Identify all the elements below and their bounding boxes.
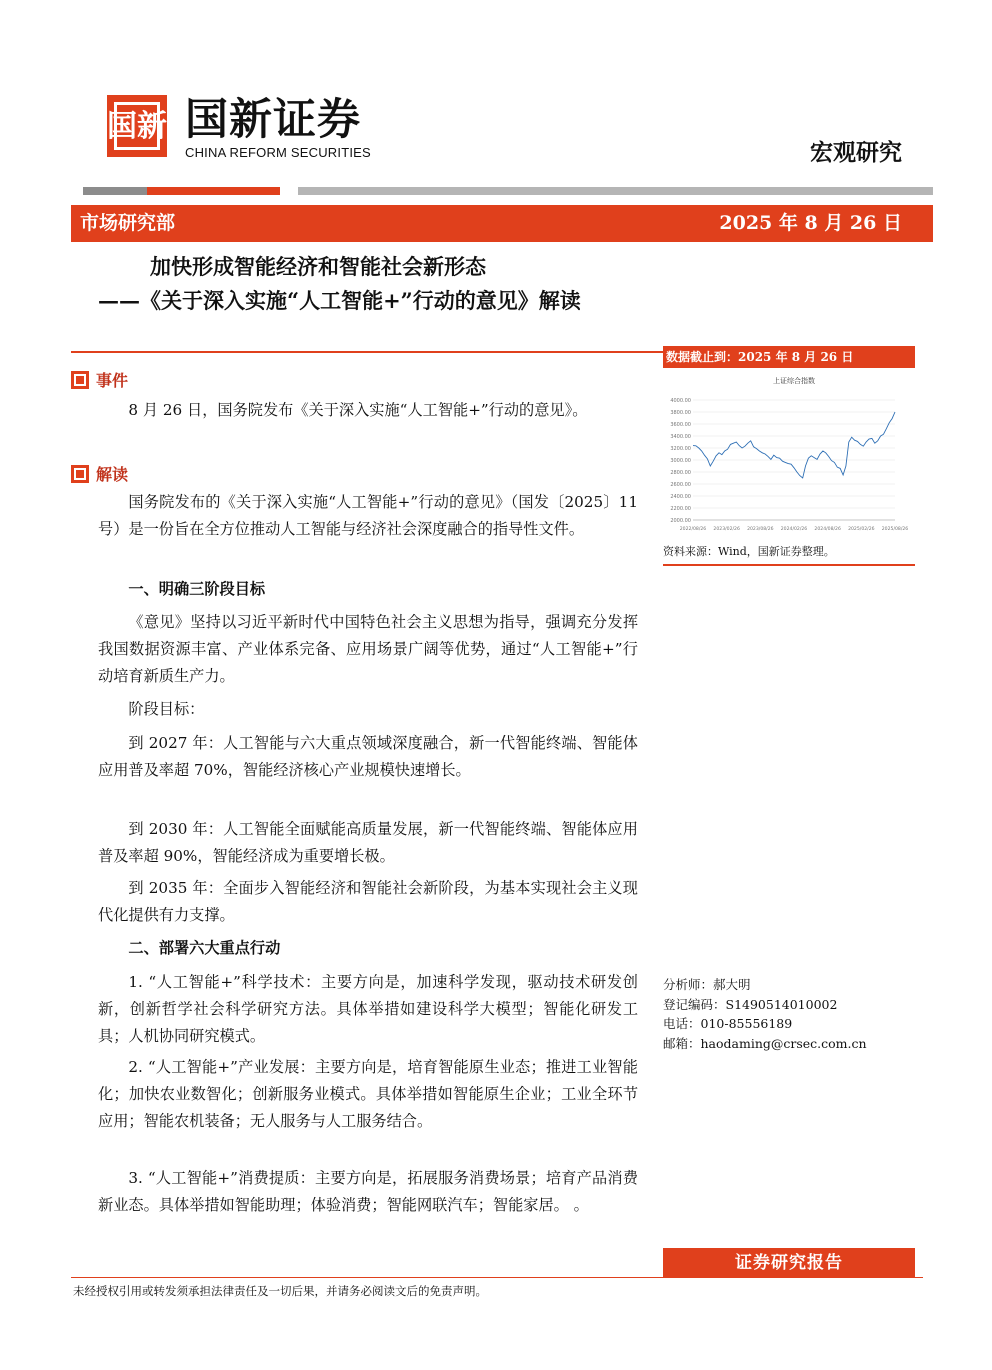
index-series-line <box>693 412 895 478</box>
x-tick-label: 2025/02/26 <box>848 527 875 532</box>
title-rule <box>71 351 663 353</box>
report-date: 2025 年 8 月 26 日 <box>719 212 902 234</box>
paragraph-4: 到 2030 年：人工智能全面赋能高质量发展，新一代智能终端、智能体应用普及率超 90%，智能经济成为重要增长极。 <box>98 820 638 865</box>
paragraph-8: 3. “人工智能+”消费提质：主要方向是，拓展服务消费场景；培育产品消费新业态。具体举措如智能助理；体验消费；智能网联汽车；智能家居。 。 <box>98 1169 638 1214</box>
paragraph-3: 到 2027 年：人工智能与六大重点领域深度融合，新一代智能终端、智能体应用普及率超 70%，智能经济核心产业规模快速增长。 <box>98 734 638 779</box>
y-tick-label: 3200.00 <box>670 446 691 452</box>
subheading-1: 一、明确三阶段目标 <box>128 580 266 598</box>
company-name-en: CHINA REFORM SECURITIES <box>185 145 371 160</box>
paragraph-7: 2. “人工智能+”产业发展：主要方向是，培育智能原生业态；推进工业智能化；加快农业数智化；创新服务业模式。具体举措如智能原生企业；工业全环节应用；智能农机装备；无人服务与人工服务结合。 <box>98 1058 638 1130</box>
y-tick-label: 2400.00 <box>670 494 691 500</box>
y-tick-label: 3000.00 <box>670 458 691 464</box>
section-event-title: 事件 <box>96 371 129 390</box>
company-logo <box>107 95 167 157</box>
y-tick-label: 2600.00 <box>670 482 691 488</box>
analyst-reg: 登记编码：S1490514010002 <box>663 996 838 1012</box>
x-tick-label: 2023/02/26 <box>713 527 740 532</box>
report-subtitle: ——《关于深入实施“人工智能+”行动的意见》解读 <box>98 288 581 313</box>
chart-title: 上证综合指数 <box>773 377 815 385</box>
logo-glyph: 国新 <box>107 109 167 144</box>
y-tick-label: 2000.00 <box>670 518 691 524</box>
x-tick-label: 2025/08/26 <box>881 527 909 532</box>
header-divider-accent <box>147 187 280 195</box>
analyst-email[interactable]: 邮箱：haodaming@crsec.com.cn <box>663 1035 867 1051</box>
y-tick-label: 3800.00 <box>670 410 691 416</box>
chart-source: 资料来源：Wind，国新证券整理。 <box>663 545 835 558</box>
index-chart <box>663 370 909 542</box>
y-tick-label: 4000.00 <box>670 398 691 404</box>
sidebar-rule <box>663 564 915 566</box>
section-event <box>71 370 128 392</box>
x-tick-label: 2022/08/26 <box>679 527 707 532</box>
index-chart-svg <box>663 370 909 542</box>
intro-paragraph: 国务院发布的《关于深入实施“人工智能+”行动的意见》（国发〔2025〕11 号）是一份旨在全方位推动人工智能与经济社会深度融合的指导性文件。 <box>98 493 638 538</box>
analyst-phone: 电话：010-85556189 <box>663 1016 793 1031</box>
analyst-name: 分析师：郝大明 <box>663 977 751 992</box>
x-tick-label: 2024/02/26 <box>780 527 808 532</box>
section-reading-title: 解读 <box>96 465 129 484</box>
department-label: 市场研究部 <box>80 212 176 234</box>
company-name-cn: 国新证券 <box>185 95 361 145</box>
footer-rule <box>71 1277 923 1278</box>
subheading-2: 二、部署六大重点行动 <box>128 939 281 957</box>
report-type: 宏观研究 <box>810 139 902 166</box>
paragraph-1: 《意见》坚持以习近平新时代中国特色社会主义思想为指导，强调充分发挥我国数据资源丰富、产业体系完备、应用场景广阔等优势，通过“人工智能+”行动培育新质生产力。 <box>98 613 638 685</box>
y-tick-label: 3400.00 <box>670 434 691 440</box>
y-tick-label: 2800.00 <box>670 470 691 476</box>
x-tick-label: 2024/08/26 <box>814 527 841 532</box>
analyst-info <box>663 975 867 1053</box>
section-icon <box>71 465 89 483</box>
data-cutoff: 数据截止到：2025 年 8 月 26 日 <box>666 350 854 364</box>
paragraph-5: 到 2035 年：全面步入智能经济和智能社会新阶段，为基本实现社会主义现代化提供有力支撑。 <box>98 879 638 924</box>
report-title: 加快形成智能经济和智能社会新形态 <box>150 254 486 279</box>
y-tick-label: 3600.00 <box>670 422 691 428</box>
header-divider-long <box>298 187 933 195</box>
x-tick-label: 2023/08/26 <box>747 527 774 532</box>
disclaimer: 未经授权引用或转发须承担法律责任及一切后果，并请务必阅读文后的免责声明。 <box>73 1284 487 1298</box>
footer-label: 证券研究报告 <box>735 1253 843 1273</box>
header-divider <box>83 187 147 195</box>
section-icon <box>71 371 89 389</box>
paragraph-6: 1. “人工智能+”科学技术：主要方向是，加速科学发现，驱动技术研发创新，创新哲学社会科学研究方法。具体举措如建设科学大模型；智能化研发工具；人机协同研究模式。 <box>98 973 638 1045</box>
y-tick-label: 2200.00 <box>670 506 691 512</box>
paragraph-2: 阶段目标： <box>128 700 205 718</box>
section-reading <box>71 464 128 486</box>
event-text: 8 月 26 日，国务院发布《关于深入实施“人工智能+”行动的意见》。 <box>128 401 588 419</box>
